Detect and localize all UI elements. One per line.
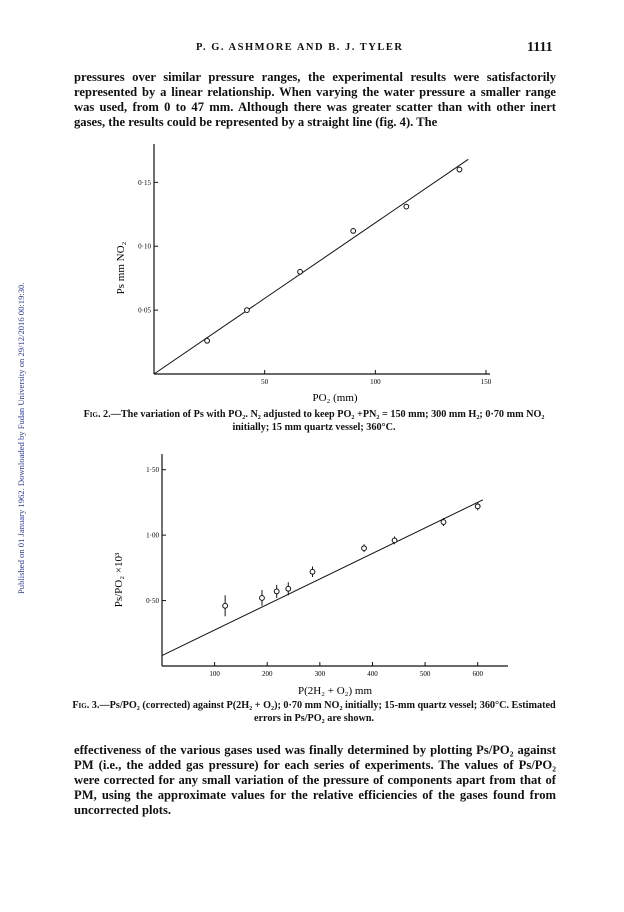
fig2-data-point — [205, 338, 210, 343]
header-authors: P. G. ASHMORE AND B. J. TYLER — [196, 42, 404, 53]
fig2-x-tick-label: 50 — [261, 378, 269, 386]
paragraph-bottom-text: effectiveness of the various gases used was finally determined by plotting Ps/PO₂ against PM (i.e., the added gas pressure) for each series of experiments. The values of Ps/PO₂ were corrected for any small variation of the pressure of components apart from that of PM, using the approximate values for the relative efficiencies of the gases found from uncorrected plots. — [74, 743, 556, 817]
fig3-caption-lead: Fig. 3. — [72, 700, 100, 711]
page-number: 1111 — [527, 40, 553, 55]
fig3-x-tick-label: 100 — [209, 670, 220, 678]
fig2-caption-lead: Fig. 2. — [83, 409, 111, 420]
fig3-fit-line-segment — [162, 500, 483, 656]
fig2-x-axis-label: PO₂ (mm) — [312, 392, 358, 404]
paragraph-bottom — [74, 743, 556, 818]
fig3-x-tick-label: 200 — [261, 670, 273, 678]
fig3-caption — [70, 699, 558, 725]
fig2-chart — [100, 138, 530, 408]
fig3-data-point — [286, 586, 291, 591]
paragraph-top — [74, 70, 556, 130]
fig2-caption — [70, 408, 558, 434]
fig3-data-point — [441, 520, 446, 525]
fig3-x-tick-label: 400 — [367, 670, 378, 678]
fig3-y-tick-label: 1·50 — [146, 466, 159, 475]
fig3-data-point — [310, 569, 315, 574]
fig3-x-tick-label: 500 — [419, 670, 431, 678]
paragraph-top-text: pressures over similar pressure ranges, the experimental results were satisfactorily represented by a linear relationship. When varying the water pressure a smaller range was used, from 0 to 47 mm. Although there was greater scatter than with other inert gases, the results could be represented by a straight line (fig. 4). The — [74, 70, 556, 129]
fig3-x-tick-label: 600 — [472, 670, 483, 678]
fig2-data-point — [298, 269, 303, 274]
fig2-x-tick-label: 100 — [370, 378, 381, 386]
fig2-y-axis-label: Ps mm NO₂ — [115, 241, 127, 295]
fig3-data-point — [362, 546, 367, 551]
fig3-axes — [162, 454, 508, 666]
fig3-fit-line — [162, 500, 483, 656]
fig3-y-tick-label: 1·00 — [146, 531, 159, 540]
fig2-ticks — [138, 179, 492, 386]
fig3-data-point — [392, 538, 397, 543]
fig3-caption-text: —Ps/PO₂ (corrected) against P(2H₂ + O₂); 0·70 mm NO₂ initially; 15-mm quartz vessel; 360°C. Estimated errors in Ps/PO₂ are shown. — [99, 700, 556, 724]
fig2-fit-line-segment — [154, 159, 468, 374]
fig3-y-tick-label: 0·50 — [146, 597, 159, 606]
fig2-y-tick-label: 0·05 — [138, 306, 151, 315]
fig2-data-point — [245, 308, 250, 313]
fig2-fit-line — [154, 159, 468, 374]
fig2-data-point — [351, 228, 356, 233]
fig2-y-tick-label: 0·15 — [138, 178, 151, 187]
fig2-caption-text: —The variation of Ps with PO₂. N₂ adjusted to keep PO₂ +PN₂ = 150 mm; 300 mm H₂; 0·70 mm NO₂ initially; 15 mm quartz vessel; 360°C. — [110, 409, 545, 433]
download-watermark — [4, 154, 26, 594]
fig2-data-point — [457, 167, 462, 172]
fig2-points — [205, 167, 462, 343]
fig3-y-axis-label: Ps/PO₂ ×10³ — [113, 552, 125, 608]
running-header — [0, 42, 624, 58]
fig3-data-point — [260, 596, 265, 601]
fig3-x-axis-label: P(2H₂ + O₂) mm — [297, 685, 373, 697]
fig3-chart — [100, 450, 530, 700]
download-watermark-text[interactable]: Published on 01 January 1962. Downloaded by Fudan University on 29/12/2016 00:19:30. — [16, 282, 26, 594]
fig3-x-tick-label: 300 — [314, 670, 326, 678]
fig2-data-point — [404, 204, 409, 209]
fig2-y-tick-label: 0·10 — [138, 242, 151, 251]
fig3-data-point — [475, 504, 480, 509]
fig2-x-tick-label: 150 — [480, 378, 492, 386]
fig3-data-point — [223, 603, 228, 608]
fig3-data-point — [274, 589, 279, 594]
